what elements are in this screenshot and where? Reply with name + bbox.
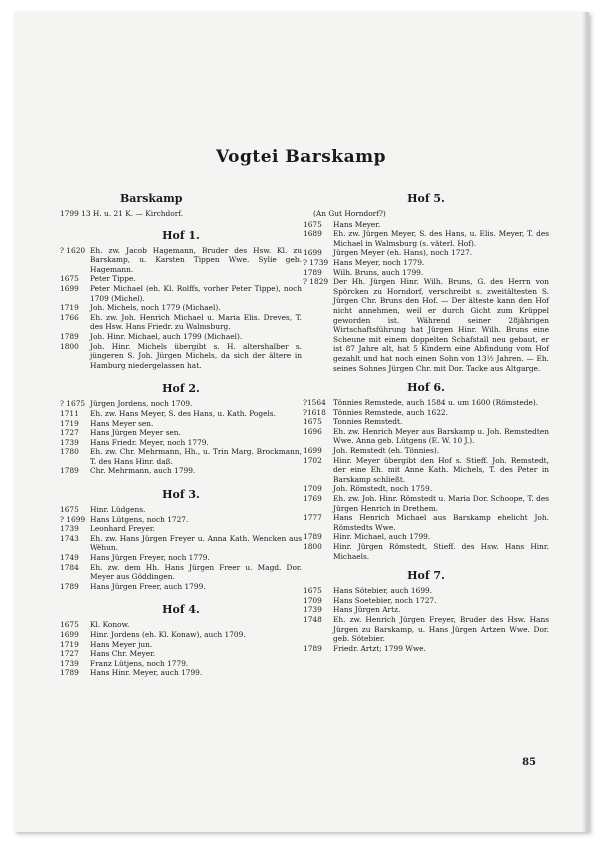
entry-text: Hans Henrich Michael aus Barskamp ehelicht Joh. Römstedts Wwe.: [333, 513, 549, 532]
entry-text: Leonhard Freyer.: [90, 524, 155, 534]
entry-text: Hinr. Jordens (eh. Kl. Konaw), auch 1709.: [90, 630, 246, 639]
entry-text: Hinr. Lüdgens.: [90, 505, 146, 515]
list-item: [60, 447, 302, 466]
list-item: [303, 446, 549, 456]
list-item: [303, 494, 549, 513]
page-title: Vogtei Barskamp: [216, 147, 386, 167]
hof-5-heading: Hof 5.: [407, 192, 445, 205]
entry-text: Hans Jürgen Freer, auch 1799.: [90, 581, 206, 591]
entry-year: 1719: [60, 639, 79, 649]
entry-year: 1675: [60, 274, 79, 284]
entry-text: Eh. zw. Chr. Mehrmann, Hh., u. Trin Marg. Brockmann, T. des Hans Hinr. daß.: [90, 447, 302, 466]
entry-year: 1789: [60, 331, 79, 341]
entry-text: Tonnies Remstedt.: [333, 417, 403, 427]
entry-text: Hans Soetebier, noch 1727.: [333, 595, 437, 605]
list-item: [303, 586, 549, 596]
entry-text: Joh. Remstedt (eh. Tönnies).: [333, 446, 440, 456]
entry-year: 1739: [60, 658, 79, 668]
list-item: [303, 513, 549, 532]
entry-text: Hans Meyer sen.: [90, 418, 154, 428]
hof-6-heading: Hof 6.: [407, 381, 445, 395]
entry-year: 1699: [60, 283, 79, 293]
list-item: [60, 438, 302, 448]
entry-text: Hinr. Meyer übergibt den Hof s. Stieff. Joh. Remstedt, der eine Eh. mit Anne Kath. Michels, T. des Peter in Barskamp schließt.: [333, 455, 549, 484]
entry-year: 1675: [303, 586, 322, 596]
hof-2-heading: Hof 2.: [162, 382, 200, 396]
list-item: [303, 427, 549, 446]
list-item: [303, 417, 549, 427]
list-item: [303, 229, 549, 248]
right-column: [303, 192, 549, 653]
entry-year: 1769: [303, 494, 322, 504]
entry-year: 1777: [303, 513, 322, 523]
entry-year: 1727: [60, 428, 79, 438]
entry-text: Hans Meyer jun.: [90, 639, 153, 649]
entry-year: 1766: [60, 312, 79, 322]
entry-year: 1719: [60, 418, 79, 428]
list-item: [60, 303, 302, 313]
entry-text: Hans Jürgen Meyer sen.: [90, 428, 181, 438]
list-item: [60, 659, 302, 669]
entry-year: ? 1739: [303, 257, 329, 267]
entry-year: 1789: [60, 668, 79, 678]
entry-text: Hans Meyer, noch 1779.: [333, 257, 425, 267]
entry-year: 1739: [60, 437, 79, 447]
entry-year: 1702: [303, 455, 322, 465]
entry-text: Kl. Konow.: [90, 620, 130, 630]
entry-text: Joh. Hinr. Michael, auch 1799 (Michael).: [90, 331, 243, 341]
entry-text: Eh. zw. Joh. Hinr. Römstedt u. Maria Dor. Schoope, T. des Jürgen Henrich in Drethem.: [333, 494, 549, 513]
list-item: [303, 542, 549, 561]
list-item: [303, 277, 549, 373]
entry-text: Jürgen Meyer (eh. Hans), noch 1727.: [333, 248, 473, 258]
page-number: 85: [522, 757, 536, 768]
left-column: [60, 192, 302, 678]
entry-year: 1749: [60, 553, 79, 563]
list-item: [60, 466, 302, 476]
list-item: [303, 596, 549, 606]
entry-year: 1739: [303, 605, 322, 615]
hof-7-heading: Hof 7.: [407, 569, 445, 583]
list-item: [303, 248, 549, 258]
entry-text: Hinr. Jürgen Römstedt, Stieff. des Hsw. Hans Hinr. Michaels.: [333, 542, 549, 561]
list-item: [60, 582, 302, 592]
page-sheet: [14, 12, 589, 832]
entry-year: 1699: [303, 446, 322, 456]
list-item: [303, 456, 549, 485]
entry-text: Eh. zw. Hans Jürgen Freyer u. Anna Kath. Wencken aus Wëhun.: [90, 533, 302, 553]
list-item: [60, 274, 302, 284]
list-item: [60, 524, 302, 534]
list-item: [303, 644, 549, 654]
page-edge-shadow: [582, 12, 588, 832]
entry-year: ?1564: [303, 398, 326, 408]
entry-year: 1699: [60, 630, 79, 639]
list-item: [60, 342, 302, 371]
list-item: [303, 615, 549, 644]
list-item: [303, 484, 549, 494]
entry-text: Der Hh. Jürgen Hinr. Wilh. Bruns, G. des Herrn von Spörcken zu Horndorf, verschreibt s. zweitältesten S. Jürgen Chr. Bruns den Hof. — Der älteste kann den Hof nicht annehmen, weil er durch Gicht zum Krüppel geworden ist. Während seiner 28jährigen Wirtschaftsführung hat Jürgen Hinr. Wilh. Bruns eine Scheune mit einem doppelten Schafstall neu gebaut, er ist 87 Jahre alt, hat 5 Kindern eine Abfindung vom Hof gezahlt und hat noch einen Sohn von 13½ Jahren. — Eh. seines Sohnes Jürgen Chr. mit Dor. Tacke aus Altgarge.: [333, 277, 549, 373]
entry-text: Hans Friedr. Meyer, noch 1779.: [90, 437, 209, 447]
entry-text: Hans Meyer.: [333, 219, 381, 229]
list-item: [60, 515, 302, 525]
hof-4-heading: Hof 4.: [162, 603, 200, 617]
entry-text: Joh. Michels, noch 1779 (Michael).: [90, 303, 221, 313]
entry-year: 1800: [60, 341, 79, 351]
list-item: [60, 553, 302, 563]
entry-text: Eh. zw. Henrich Jürgen Freyer, Bruder des Hsw. Hans Jürgen zu Barskamp, u. Hans Jürgen Artzen Wwe. Dor. geb. Sötebier.: [333, 614, 549, 644]
list-item: [303, 398, 549, 408]
entry-text: Hans Jürgen Freyer, noch 1779.: [90, 553, 210, 563]
entry-text: Joh. Hinr. Michels übergibt s. H. altershalber s. jüngeren S. Joh. Jürgen Michels, da sich der ältere in Hamburg niedergelassen hat.: [90, 341, 302, 370]
entry-year: 1689: [303, 229, 322, 239]
entry-text: Tönnies Remstede, auch 1622.: [333, 407, 448, 417]
entry-year: 1709: [303, 484, 322, 494]
entry-year: 1709: [303, 595, 322, 605]
entry-year: 1789: [60, 581, 79, 591]
entry-text: Eh. zw. Hans Meyer, S. des Hans, u. Kath. Pogels.: [90, 408, 276, 418]
entry-text: Jürgen Jordens, noch 1709.: [90, 399, 193, 409]
entry-year: ?1618: [303, 407, 326, 417]
entry-text: Hinr. Michael, auch 1799.: [333, 532, 431, 542]
entry-year: 1727: [60, 649, 79, 659]
list-item: [60, 284, 302, 303]
entry-text: Peter Tippe.: [90, 274, 136, 284]
entry-text: Hans Hinr. Meyer, auch 1799.: [90, 668, 203, 678]
place-heading: Barskamp: [120, 192, 183, 205]
entry-year: ? 1699: [60, 514, 86, 524]
list-item: [60, 563, 302, 582]
entry-text: Franz Lütjens, noch 1779.: [90, 658, 189, 668]
list-item: [303, 268, 549, 278]
hof-5-note: (An Gut Horndorf?): [313, 209, 386, 218]
entry-year: 1699: [303, 248, 322, 258]
hof-3-heading: Hof 3.: [162, 488, 200, 502]
entry-text: Chr. Mehrmann, auch 1799.: [90, 466, 196, 476]
entry-text: Peter Michael (eh. Kl. Rolffs, vorher Peter Tippe), noch 1709 (Michel).: [90, 283, 302, 303]
entry-year: 1696: [303, 426, 322, 436]
entry-year: ? 1620: [60, 245, 86, 255]
entry-text: Hans Sötebier, auch 1699.: [333, 586, 433, 596]
entry-year: 1748: [303, 614, 322, 624]
entry-year: 1789: [60, 466, 79, 476]
entry-year: 1789: [303, 643, 322, 653]
entry-year: 1800: [303, 542, 322, 551]
entry-text: Eh. zw. Henrich Meyer aus Barskamp u. Joh. Remstedten Wwe. Anna geb. Lütgens (E. W. 10 J.).: [333, 426, 549, 446]
entry-text: Joh. Römstedt, noch 1759.: [333, 484, 433, 494]
entry-year: 1719: [60, 303, 79, 313]
list-item: [60, 630, 302, 640]
list-item: [60, 246, 302, 275]
entry-text: Wilh. Bruns, auch 1799.: [333, 267, 424, 277]
entry-text: Hans Lütgens, noch 1727.: [90, 514, 189, 524]
entry-year: 1789: [303, 267, 322, 277]
list-item: [303, 220, 549, 230]
list-item: [60, 313, 302, 332]
list-item: [60, 640, 302, 650]
place-intro: 1799 13 H. u. 21 K. — Kirchdorf.: [60, 209, 184, 218]
list-item: [303, 258, 549, 268]
entry-year: ? 1829: [303, 277, 329, 287]
entry-year: 1675: [60, 620, 79, 630]
entry-year: 1711: [60, 408, 79, 418]
list-item: [60, 332, 302, 342]
list-item: [60, 649, 302, 659]
entry-text: Hans Jürgen Artz.: [333, 605, 401, 615]
list-item: [60, 505, 302, 515]
list-item: [60, 399, 302, 409]
list-item: [60, 419, 302, 429]
entry-year: 1743: [60, 533, 79, 543]
entry-year: 1739: [60, 524, 79, 534]
list-item: [60, 668, 302, 678]
list-item: [303, 605, 549, 615]
entry-text: Eh. zw. Joh. Henrich Michael u. Maria Elis. Dreves, T. des Hsw. Hans Friedr. zu Walmsburg.: [90, 312, 302, 332]
entry-text: Friedr. Artzt; 1799 Wwe.: [333, 643, 426, 653]
hof-1-heading: Hof 1.: [162, 228, 200, 242]
entry-year: 1675: [303, 417, 322, 427]
list-item: [303, 532, 549, 542]
entry-text: Eh. zw. Jacob Hagemann, Bruder des Hsw. Kl. zu Barskamp, u. Karsten Tippen Wwe. Sylie geb. Hagemann.: [90, 245, 302, 274]
entry-text: Eh. zw. Jürgen Meyer, S. des Hans, u. Elis. Meyer, T. des Michael in Walmsburg (s. väterl. Hof).: [333, 229, 549, 248]
list-item: [303, 408, 549, 418]
entry-year: 1789: [303, 532, 322, 542]
entry-year: 1784: [60, 562, 79, 572]
entry-year: 1675: [303, 219, 322, 229]
list-item: [60, 428, 302, 438]
entry-year: 1675: [60, 505, 79, 515]
entry-year: 1780: [60, 447, 79, 457]
entry-text: Eh. zw. dem Hh. Hans Jürgen Freer u. Magd. Dor. Meyer aus Göddingen.: [90, 562, 302, 582]
list-item: [60, 409, 302, 419]
entry-year: ? 1675: [60, 399, 86, 409]
entry-text: Tönnies Remstede, auch 1584 u. um 1600 (Römstede).: [333, 398, 539, 408]
list-item: [60, 620, 302, 630]
entry-text: Hans Chr. Meyer.: [90, 649, 156, 659]
list-item: [60, 534, 302, 553]
